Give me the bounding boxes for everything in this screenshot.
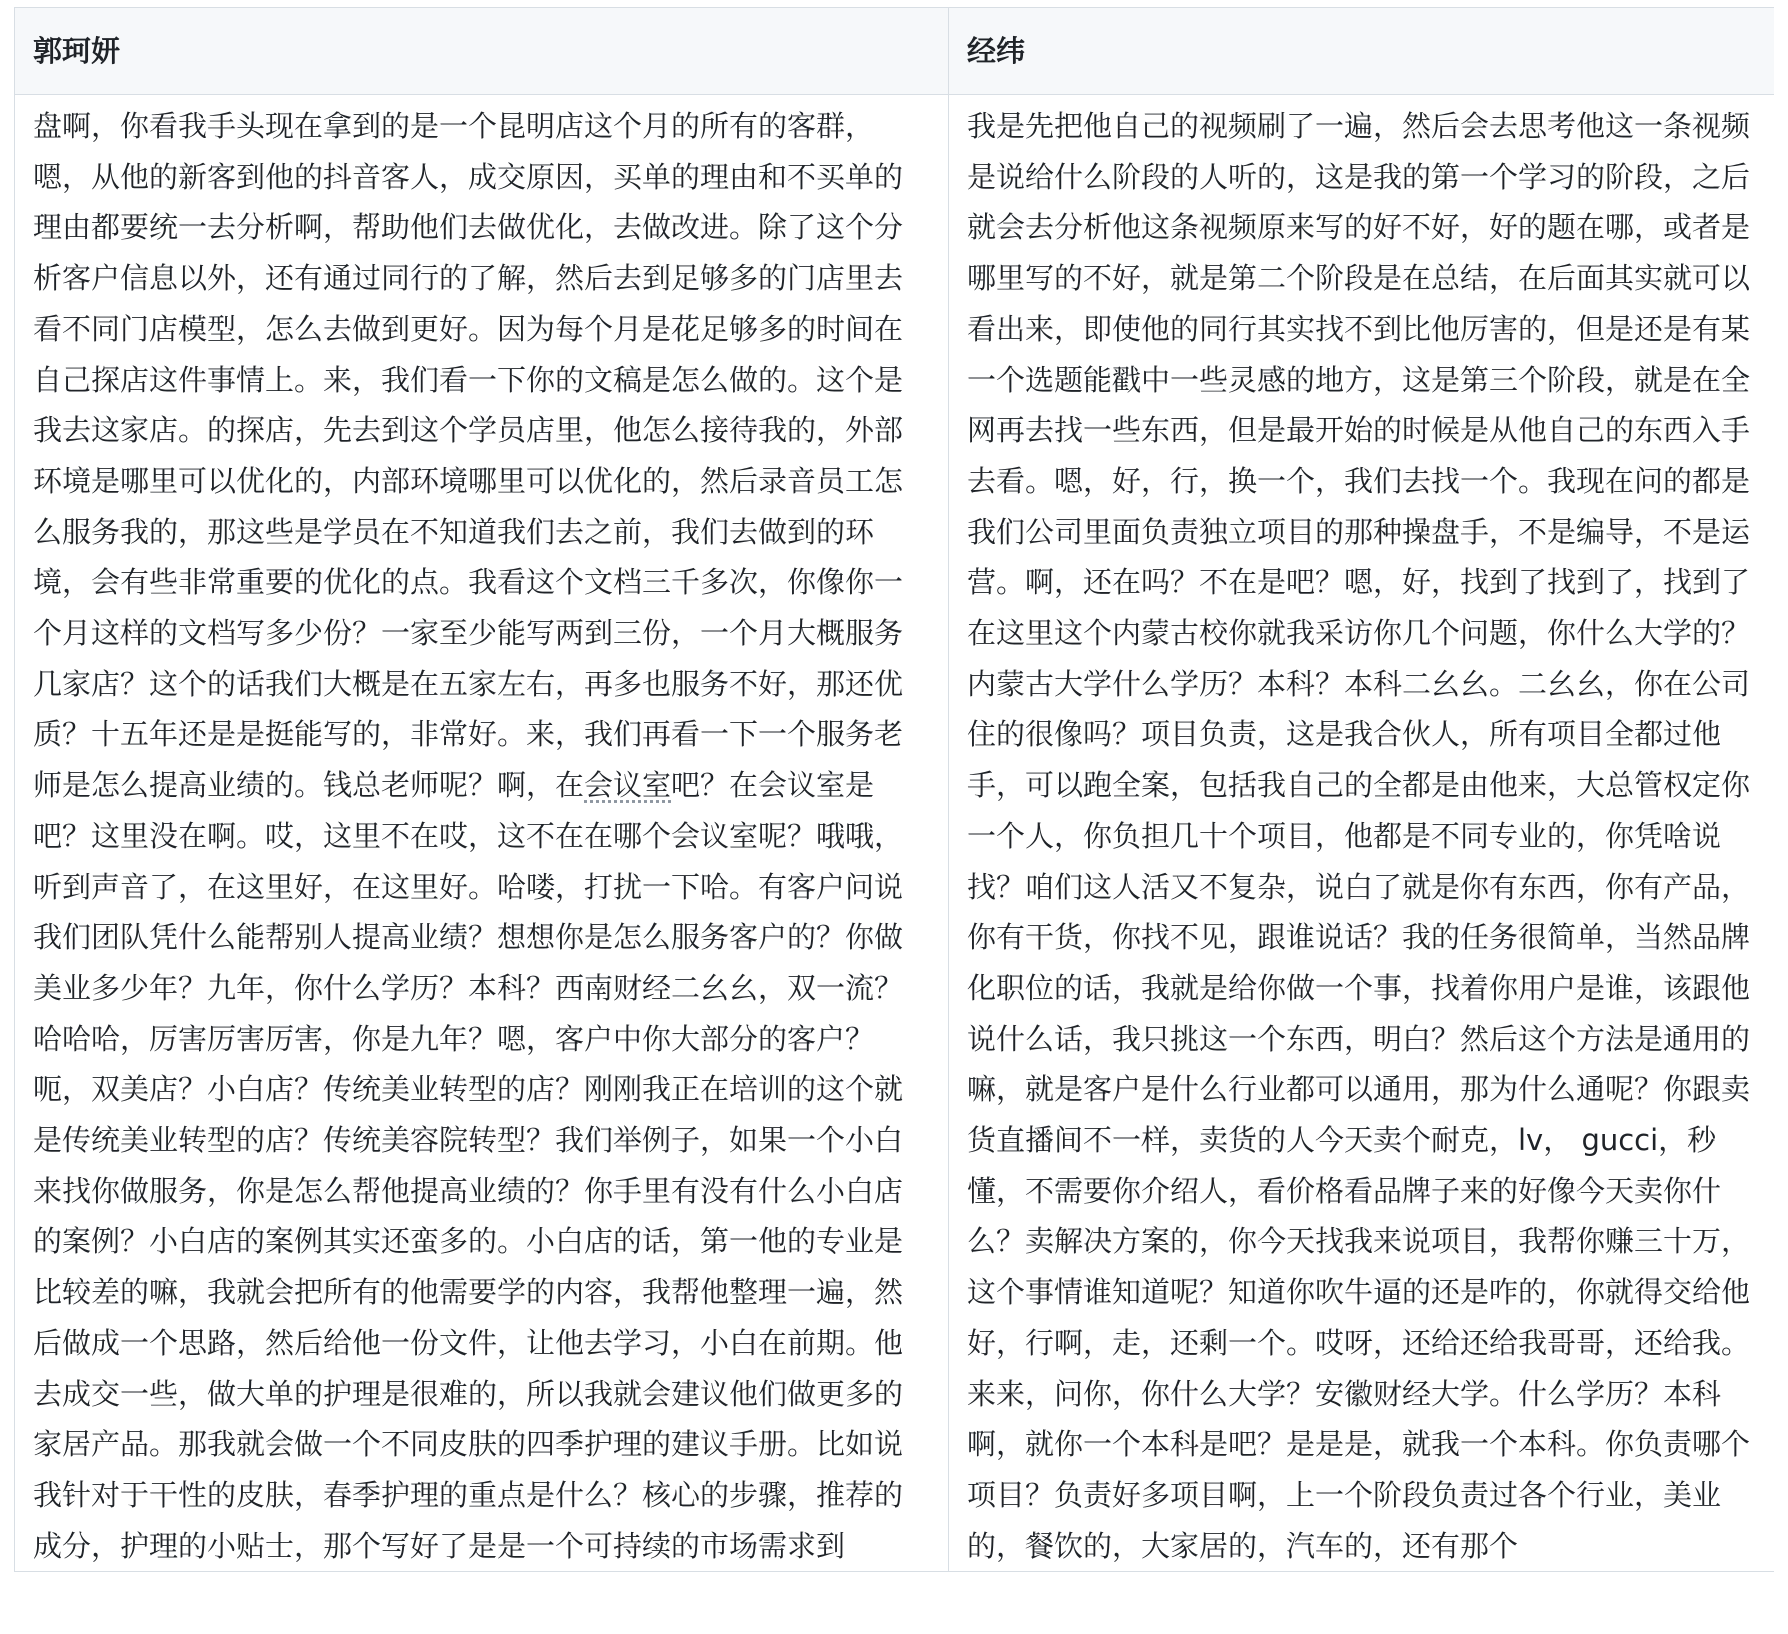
left-text-part-2: 吧？在会议室是吧？这里没在啊。哎，这里不在哎，这不在在哪个会议室呢？哦哦，听到声音了，在这里好，在这里好。哈喽，打扰一下哈。有客户问说我们团队凭什么能帮别人提高业绩？想想你是怎么服务客户的？你做美业多少年？九年，你什么学历？本科？西南财经二幺幺，双一流？哈哈哈，厉害厉害厉害，你是九年？嗯，客户中你大部分的客户？呃，双美店？小白店？传统美业转型的店？刚刚我正在培训的这个就是传统美业转型的店？传统美容院转型？我们举例子，如果一个小白来找你做服务，你是怎么帮他提高业绩的？你手里有没有什么小白店的案例？小白店的案例其实还蛮多的。小白店的话，第一他的专业是比较差的嘛，我就会把所有的他需要学的内容，我帮他整理一遍，然后做成一个思路，然后给他一份文件，让他去学习，小白在前期。他去成交一些，做大单的护理是很难的，所以我就会建议他们做更多的家居产品。那我就会做一个不同皮肤的四季护理的建议手册。比如说我针对于干性的皮肤，春季护理的重点是什么？核心的步骤，推荐的成分，护理的小贴士，那个写好了是是一个可持续的市场需求到	[33, 768, 904, 1563]
left-text-part-1: 盘啊，你看我手头现在拿到的是一个昆明店这个月的所有的客群，嗯，从他的新客到他的抖音客人，成交原因，买单的理由和不买单的理由都要统一去分析啊，帮助他们去做优化，去做改进。除了这个分析客户信息以外，还有通过同行的了解，然后去到足够多的门店里去看不同门店模型，怎么去做到更好。因为每个月是花足够多的时间在自己探店这件事情上。来，我们看一下你的文稿是怎么做的。这个是我去这家店。的探店，先去到这个学员店里，他怎么接待我的，外部环境是哪里可以优化的，内部环境哪里可以优化的，然后录音员工怎么服务我的，那这些是学员在不知道我们去之前，我们去做到的环境，会有些非常重要的优化的点。我看这个文档三千多次，你像你一个月这样的文档写多少份？一家至少能写两到三份，一个月大概服务几家店？这个的话我们大概是在五家左右，再多也服务不好，那还优质？十五年还是是挺能写的，非常好。来，我们再看一下一个服务老师是怎么提高业绩的。钱总老师呢？啊，在	[33, 109, 904, 803]
transcript-cell-left	[15, 95, 949, 1572]
header-speaker-left: 郭珂妍	[15, 8, 949, 95]
transcript-table-wrapper	[14, 7, 1774, 1634]
transcript-table	[14, 7, 1774, 1572]
header-speaker-right: 经纬	[949, 8, 1775, 95]
header-row	[15, 8, 1775, 95]
spellcheck-underlined-word: 会议室	[584, 768, 672, 803]
transcript-cell-right: 我是先把他自己的视频刷了一遍，然后会去思考他这一条视频是说给什么阶段的人听的，这是我的第一个学习的阶段，之后就会去分析他这条视频原来写的好不好，好的题在哪，或者是哪里写的不好，就是第二个阶段是在总结，在后面其实就可以看出来，即使他的同行其实找不到比他厉害的，但是还是有某一个选题能戳中一些灵感的地方，这是第三个阶段，就是在全网再去找一些东西，但是最开始的时候是从他自己的东西入手去看。嗯，好，行，换一个，我们去找一个。我现在问的都是我们公司里面负责独立项目的那种操盘手，不是编导，不是运营。啊，还在吗？不在是吧？嗯，好，找到了找到了，找到了在这里这个内蒙古校你就我采访你几个问题，你什么大学的？内蒙古大学什么学历？本科？本科二幺幺。二幺幺，你在公司住的很像吗？项目负责，这是我合伙人，所有项目全都过他手，可以跑全案，包括我自己的全都是由他来，大总管权定你一个人，你负担几十个项目，他都是不同专业的，你凭啥说找？咱们这人活又不复杂，说白了就是你有东西，你有产品，你有干货，你找不见，跟谁说话？我的任务很简单，当然品牌化职位的话，我就是给你做一个事，找着你用户是谁，该跟他说什么话，我只挑这一个东西，明白？然后这个方法是通用的嘛，就是客户是什么行业都可以通用，那为什么通呢？你跟卖货直播间不一样，卖货的人今天卖个耐克，lv， gucci，秒懂，不需要你介绍人，看价格看品牌子来的好像今天卖你什么？卖解决方案的，你今天找我来说项目，我帮你赚三十万，这个事情谁知道呢？知道你吹牛逼的还是咋的，你就得交给他好，行啊，走，还剩一个。哎呀，还给还给我哥哥，还给我。来来，问你，你什么大学？安徽财经大学。什么学历？本科啊，就你一个本科是吧？是是是，就我一个本科。你负责哪个项目？负责好多项目啊，上一个阶段负责过各个行业，美业的，餐饮的，大家居的，汽车的，还有那个	[949, 95, 1775, 1572]
table-row	[15, 95, 1775, 1572]
